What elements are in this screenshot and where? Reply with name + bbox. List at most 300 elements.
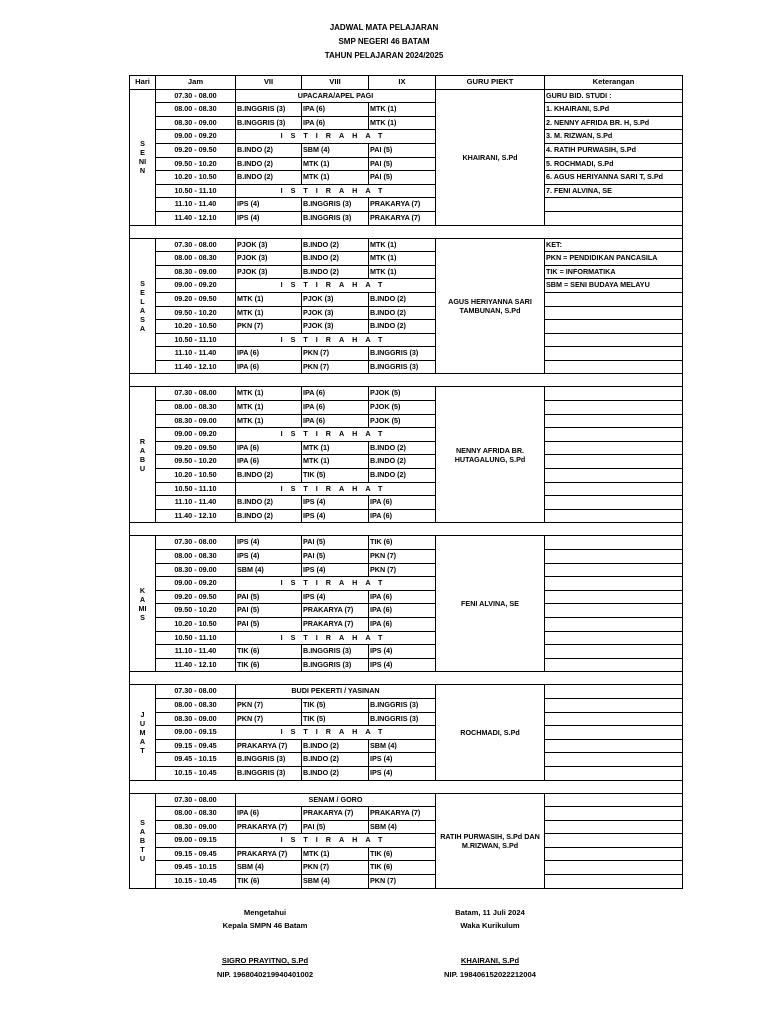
activity-cell: UPACARA/APEL PAGI xyxy=(236,89,436,103)
note-cell: 2. NENNY AFRIDA BR. H, S.Pd xyxy=(545,116,683,130)
subject-cell: SBM (4) xyxy=(236,861,302,875)
table-header-row xyxy=(130,76,683,90)
time-slot: 11.10 - 11.40 xyxy=(156,347,236,361)
table-row xyxy=(130,861,683,875)
day-name: KAMIS xyxy=(138,585,147,622)
table-row xyxy=(130,631,683,645)
note-cell: 6. AGUS HERIYANNA SARI T, S.Pd xyxy=(545,171,683,185)
subject-cell: TIK (6) xyxy=(369,847,436,861)
table-row xyxy=(130,130,683,144)
column-header: GURU PIEKT xyxy=(436,76,545,90)
table-row xyxy=(130,441,683,455)
time-slot: 10.50 - 11.10 xyxy=(156,631,236,645)
column-header: VIII xyxy=(302,76,369,90)
day-name: RABU xyxy=(139,436,146,473)
table-row xyxy=(130,238,683,252)
note-cell xyxy=(545,360,683,374)
subject-cell: B.INDO (2) xyxy=(369,292,436,306)
subject-cell: IPS (4) xyxy=(236,211,302,225)
break-cell: ISTIRAHAT xyxy=(236,631,436,645)
table-row xyxy=(130,143,683,157)
table-row xyxy=(130,496,683,510)
table-row xyxy=(130,171,683,185)
time-slot: 09.00 - 09.20 xyxy=(156,130,236,144)
subject-cell: TIK (6) xyxy=(236,658,302,672)
note-cell xyxy=(545,401,683,415)
break-cell: ISTIRAHAT xyxy=(236,130,436,144)
time-slot: 10.50 - 11.10 xyxy=(156,333,236,347)
subject-cell: IPA (6) xyxy=(236,807,302,821)
subject-cell: SBM (4) xyxy=(369,739,436,753)
subject-cell: PKN (7) xyxy=(369,875,436,889)
note-cell xyxy=(545,320,683,334)
table-row xyxy=(130,333,683,347)
subject-cell: SBM (4) xyxy=(302,875,369,889)
subject-cell: IPA (6) xyxy=(236,347,302,361)
subject-cell: PKN (7) xyxy=(302,861,369,875)
column-header: Hari xyxy=(130,76,156,90)
subject-cell: IPA (6) xyxy=(302,401,369,415)
subject-cell: MTK (1) xyxy=(369,252,436,266)
day-cell xyxy=(130,238,156,374)
subject-cell: PJOK (5) xyxy=(369,414,436,428)
table-row xyxy=(130,401,683,415)
table-row xyxy=(130,320,683,334)
note-cell xyxy=(545,550,683,564)
time-slot: 10.15 - 10.45 xyxy=(156,875,236,889)
subject-cell: PJOK (3) xyxy=(302,320,369,334)
subject-cell: PJOK (5) xyxy=(369,401,436,415)
table-row xyxy=(130,265,683,279)
table-row xyxy=(130,807,683,821)
subject-cell: B.INDO (2) xyxy=(302,265,369,279)
note-cell xyxy=(545,766,683,780)
subject-cell: MTK (1) xyxy=(302,157,369,171)
activity-cell: SENAM / GORO xyxy=(236,793,436,807)
schedule-table xyxy=(129,75,683,889)
table-row xyxy=(130,550,683,564)
table-row xyxy=(130,645,683,659)
table-row xyxy=(130,198,683,212)
subject-cell: SBM (4) xyxy=(302,143,369,157)
subject-cell: B.INGGRIS (3) xyxy=(236,116,302,130)
day-cell xyxy=(130,793,156,888)
subject-cell: B.INDO (2) xyxy=(302,753,369,767)
note-cell xyxy=(545,590,683,604)
subject-cell: PAI (5) xyxy=(302,820,369,834)
teacher-on-duty: FENI ALVINA, SE xyxy=(436,536,545,672)
note-cell: SBM = SENI BUDAYA MELAYU xyxy=(545,279,683,293)
subject-cell: PAI (5) xyxy=(369,171,436,185)
subject-cell: B.INDO (2) xyxy=(236,157,302,171)
time-slot: 09.00 - 09.15 xyxy=(156,726,236,740)
subject-cell: IPA (6) xyxy=(236,360,302,374)
subject-cell: IPA (6) xyxy=(369,509,436,523)
time-slot: 09.45 - 10.15 xyxy=(156,753,236,767)
note-cell xyxy=(545,198,683,212)
table-row xyxy=(130,698,683,712)
subject-cell: B.INDO (2) xyxy=(369,469,436,483)
time-slot: 08.30 - 09.00 xyxy=(156,563,236,577)
subject-cell: IPS (4) xyxy=(302,509,369,523)
signature-left xyxy=(190,908,340,930)
note-cell: 7. FENI ALVINA, SE xyxy=(545,184,683,198)
separator-cell xyxy=(130,225,683,238)
table-row xyxy=(130,685,683,699)
subject-cell: PRAKARYA (7) xyxy=(302,604,369,618)
subject-cell: PKN (7) xyxy=(236,712,302,726)
break-cell: ISTIRAHAT xyxy=(236,482,436,496)
note-cell xyxy=(545,645,683,659)
subject-cell: B.INDO (2) xyxy=(302,739,369,753)
note-cell: 5. ROCHMADI, S.Pd xyxy=(545,157,683,171)
table-row xyxy=(130,739,683,753)
subject-cell: IPS (4) xyxy=(236,198,302,212)
table-row xyxy=(130,604,683,618)
subject-cell: PKN (7) xyxy=(236,320,302,334)
subject-cell: IPA (6) xyxy=(302,116,369,130)
subject-cell: PRAKARYA (7) xyxy=(236,820,302,834)
time-slot: 10.20 - 10.50 xyxy=(156,469,236,483)
subject-cell: B.INDO (2) xyxy=(236,509,302,523)
subject-cell: PKN (7) xyxy=(369,563,436,577)
subject-cell: PJOK (3) xyxy=(236,265,302,279)
subject-cell: B.INGGRIS (3) xyxy=(302,198,369,212)
subject-cell: B.INGGRIS (3) xyxy=(302,211,369,225)
break-cell: ISTIRAHAT xyxy=(236,577,436,591)
subject-cell: IPS (4) xyxy=(236,536,302,550)
time-slot: 08.00 - 08.30 xyxy=(156,252,236,266)
subject-cell: IPS (4) xyxy=(369,645,436,659)
time-slot: 08.30 - 09.00 xyxy=(156,265,236,279)
time-slot: 09.45 - 10.15 xyxy=(156,861,236,875)
note-cell xyxy=(545,875,683,889)
day-name: JUMAT xyxy=(139,709,146,755)
column-header: IX xyxy=(369,76,436,90)
table-row xyxy=(130,793,683,807)
note-cell xyxy=(545,807,683,821)
time-slot: 09.15 - 09.45 xyxy=(156,847,236,861)
subject-cell: B.INDO (2) xyxy=(236,496,302,510)
subject-cell: PJOK (3) xyxy=(302,306,369,320)
time-slot: 07.30 - 08.00 xyxy=(156,536,236,550)
subject-cell: MTK (1) xyxy=(236,401,302,415)
separator-cell xyxy=(130,523,683,536)
subject-cell: PKN (7) xyxy=(302,360,369,374)
table-row xyxy=(130,157,683,171)
subject-cell: PRAKARYA (7) xyxy=(236,847,302,861)
subject-cell: TIK (5) xyxy=(302,469,369,483)
time-slot: 11.10 - 11.40 xyxy=(156,645,236,659)
note-cell xyxy=(545,387,683,401)
note-cell xyxy=(545,861,683,875)
separator-row xyxy=(130,780,683,793)
time-slot: 08.00 - 08.30 xyxy=(156,401,236,415)
subject-cell: TIK (6) xyxy=(369,536,436,550)
table-row xyxy=(130,577,683,591)
subject-cell: PKN (7) xyxy=(236,698,302,712)
subject-cell: IPA (6) xyxy=(302,387,369,401)
time-slot: 09.20 - 09.50 xyxy=(156,590,236,604)
note-cell xyxy=(545,441,683,455)
time-slot: 09.20 - 09.50 xyxy=(156,441,236,455)
table-row xyxy=(130,726,683,740)
note-cell xyxy=(545,469,683,483)
time-slot: 09.50 - 10.20 xyxy=(156,306,236,320)
title-line-1: JADWAL MATA PELAJARAN xyxy=(329,23,439,32)
column-header: VII xyxy=(236,76,302,90)
subject-cell: PAI (5) xyxy=(236,617,302,631)
day-cell xyxy=(130,536,156,672)
subject-cell: PAI (5) xyxy=(302,536,369,550)
subject-cell: B.INDO (2) xyxy=(369,306,436,320)
table-row xyxy=(130,414,683,428)
activity-cell: BUDI PEKERTI / YASINAN xyxy=(236,685,436,699)
time-slot: 09.50 - 10.20 xyxy=(156,157,236,171)
subject-cell: MTK (1) xyxy=(236,292,302,306)
separator-cell xyxy=(130,780,683,793)
title-line-3: TAHUN PELAJARAN 2024/2025 xyxy=(324,51,444,60)
time-slot: 10.20 - 10.50 xyxy=(156,320,236,334)
day-name: SENIN xyxy=(138,139,147,176)
table-row xyxy=(130,712,683,726)
note-cell xyxy=(545,739,683,753)
principal-name: SIGRO PRAYITNO, S.Pd xyxy=(221,956,309,965)
note-cell: KET: xyxy=(545,238,683,252)
subject-cell: TIK (6) xyxy=(369,861,436,875)
note-cell xyxy=(545,631,683,645)
time-slot: 08.00 - 08.30 xyxy=(156,698,236,712)
time-slot: 09.00 - 09.15 xyxy=(156,834,236,848)
time-slot: 07.30 - 08.00 xyxy=(156,685,236,699)
time-slot: 09.15 - 09.45 xyxy=(156,739,236,753)
subject-cell: PAI (5) xyxy=(302,550,369,564)
subject-cell: MTK (1) xyxy=(302,455,369,469)
table-row xyxy=(130,766,683,780)
column-header: Jam xyxy=(156,76,236,90)
subject-cell: B.INDO (2) xyxy=(302,252,369,266)
table-row xyxy=(130,834,683,848)
note-cell xyxy=(545,577,683,591)
subject-cell: TIK (6) xyxy=(236,875,302,889)
subject-cell: IPA (6) xyxy=(369,617,436,631)
subject-cell: B.INGGRIS (3) xyxy=(236,103,302,117)
table-row xyxy=(130,455,683,469)
table-row xyxy=(130,590,683,604)
subject-cell: PRAKARYA (7) xyxy=(236,739,302,753)
time-slot: 09.50 - 10.20 xyxy=(156,455,236,469)
subject-cell: MTK (1) xyxy=(302,847,369,861)
schedule-body xyxy=(130,89,683,888)
subject-cell: B.INDO (2) xyxy=(236,171,302,185)
day-name: SELASA xyxy=(139,279,146,333)
time-slot: 10.20 - 10.50 xyxy=(156,617,236,631)
time-slot: 11.40 - 12.10 xyxy=(156,509,236,523)
separator-cell xyxy=(130,374,683,387)
break-cell: ISTIRAHAT xyxy=(236,184,436,198)
time-slot: 08.30 - 09.00 xyxy=(156,712,236,726)
subject-cell: IPS (4) xyxy=(369,753,436,767)
time-slot: 07.30 - 08.00 xyxy=(156,387,236,401)
acknowledged-label: Mengetahui xyxy=(243,908,287,917)
table-row xyxy=(130,509,683,523)
subject-cell: IPS (4) xyxy=(369,766,436,780)
note-cell xyxy=(545,455,683,469)
subject-cell: SBM (4) xyxy=(369,820,436,834)
subject-cell: B.INDO (2) xyxy=(236,469,302,483)
table-row xyxy=(130,184,683,198)
subject-cell: MTK (1) xyxy=(302,171,369,185)
subject-cell: IPA (6) xyxy=(302,414,369,428)
time-slot: 07.30 - 08.00 xyxy=(156,89,236,103)
subject-cell: IPS (4) xyxy=(302,590,369,604)
break-cell: ISTIRAHAT xyxy=(236,279,436,293)
table-row xyxy=(130,306,683,320)
subject-cell: SBM (4) xyxy=(236,563,302,577)
subject-cell: IPS (4) xyxy=(369,658,436,672)
time-slot: 11.40 - 12.10 xyxy=(156,658,236,672)
subject-cell: PAI (5) xyxy=(369,157,436,171)
subject-cell: PAI (5) xyxy=(369,143,436,157)
note-cell: PKN = PENDIDIKAN PANCASILA xyxy=(545,252,683,266)
note-cell xyxy=(545,658,683,672)
note-cell xyxy=(545,685,683,699)
time-slot: 11.40 - 12.10 xyxy=(156,211,236,225)
subject-cell: B.INDO (2) xyxy=(369,320,436,334)
note-cell xyxy=(545,617,683,631)
time-slot: 09.50 - 10.20 xyxy=(156,604,236,618)
subject-cell: B.INGGRIS (3) xyxy=(369,360,436,374)
time-slot: 08.00 - 08.30 xyxy=(156,103,236,117)
subject-cell: B.INGGRIS (3) xyxy=(236,753,302,767)
time-slot: 11.40 - 12.10 xyxy=(156,360,236,374)
time-slot: 08.00 - 08.30 xyxy=(156,807,236,821)
note-cell xyxy=(545,211,683,225)
subject-cell: MTK (1) xyxy=(369,116,436,130)
time-slot: 10.50 - 11.10 xyxy=(156,482,236,496)
note-cell: 3. M. RIZWAN, S.Pd xyxy=(545,130,683,144)
day-cell xyxy=(130,89,156,225)
subject-cell: IPA (6) xyxy=(236,441,302,455)
separator-row xyxy=(130,523,683,536)
teacher-on-duty: RATIH PURWASIH, S.Pd DAN M.RIZWAN, S.Pd xyxy=(436,793,545,888)
subject-cell: B.INDO (2) xyxy=(302,238,369,252)
vice-curriculum-nip: NIP. 198406152022212004 xyxy=(444,970,536,979)
table-row xyxy=(130,103,683,117)
time-slot: 10.50 - 11.10 xyxy=(156,184,236,198)
table-row xyxy=(130,617,683,631)
note-cell xyxy=(545,496,683,510)
table-row xyxy=(130,875,683,889)
note-cell xyxy=(545,834,683,848)
table-row xyxy=(130,428,683,442)
principal-nip: NIP. 196804021994040​1002 xyxy=(216,970,314,979)
signature-left-name xyxy=(190,956,340,979)
time-slot: 09.00 - 09.20 xyxy=(156,428,236,442)
date-place: Batam, 11 Juli 2024 xyxy=(455,908,525,917)
subject-cell: MTK (1) xyxy=(369,238,436,252)
time-slot: 08.00 - 08.30 xyxy=(156,550,236,564)
subject-cell: B.INDO (2) xyxy=(236,143,302,157)
principal-title: Kepala SMPN 46 Batam xyxy=(222,921,308,930)
time-slot: 11.10 - 11.40 xyxy=(156,198,236,212)
subject-cell: TIK (5) xyxy=(302,698,369,712)
vice-curriculum-name: KHAIRANI, S.Pd xyxy=(460,956,520,965)
day-cell xyxy=(130,387,156,523)
note-cell xyxy=(545,793,683,807)
table-row xyxy=(130,847,683,861)
note-cell xyxy=(545,753,683,767)
table-row xyxy=(130,753,683,767)
separator-cell xyxy=(130,672,683,685)
subject-cell: IPA (6) xyxy=(302,103,369,117)
subject-cell: PJOK (3) xyxy=(236,238,302,252)
subject-cell: PKN (7) xyxy=(302,347,369,361)
note-cell xyxy=(545,306,683,320)
note-cell xyxy=(545,536,683,550)
separator-row xyxy=(130,374,683,387)
subject-cell: B.INGGRIS (3) xyxy=(236,766,302,780)
table-row xyxy=(130,252,683,266)
break-cell: ISTIRAHAT xyxy=(236,333,436,347)
subject-cell: PRAKARYA (7) xyxy=(369,198,436,212)
day-name: SABTU xyxy=(139,818,146,864)
subject-cell: PRAKARYA (7) xyxy=(302,807,369,821)
note-cell xyxy=(545,428,683,442)
note-cell xyxy=(545,563,683,577)
day-cell xyxy=(130,685,156,780)
note-cell xyxy=(545,292,683,306)
subject-cell: IPA (6) xyxy=(236,455,302,469)
subject-cell: IPA (6) xyxy=(369,590,436,604)
subject-cell: PKN (7) xyxy=(369,550,436,564)
break-cell: ISTIRAHAT xyxy=(236,726,436,740)
time-slot: 07.30 - 08.00 xyxy=(156,238,236,252)
table-row xyxy=(130,658,683,672)
subject-cell: B.INGGRIS (3) xyxy=(369,347,436,361)
signature-right xyxy=(415,908,565,930)
subject-cell: IPA (6) xyxy=(369,604,436,618)
subject-cell: MTK (1) xyxy=(236,414,302,428)
time-slot: 09.20 - 09.50 xyxy=(156,143,236,157)
note-cell xyxy=(545,482,683,496)
table-row xyxy=(130,211,683,225)
note-cell: 4. RATIH PURWASIH, S.Pd xyxy=(545,143,683,157)
signature-right-name xyxy=(415,956,565,979)
note-cell xyxy=(545,414,683,428)
table-row xyxy=(130,360,683,374)
subject-cell: PRAKARYA (7) xyxy=(369,807,436,821)
title-line-2: SMP NEGERI 46 BATAM xyxy=(338,37,430,46)
subject-cell: B.INDO (2) xyxy=(369,441,436,455)
note-cell: GURU BID. STUDI : xyxy=(545,89,683,103)
table-row xyxy=(130,347,683,361)
note-cell xyxy=(545,712,683,726)
note-cell xyxy=(545,604,683,618)
vice-curriculum-title: Waka Kurikulum xyxy=(460,921,520,930)
break-cell: ISTIRAHAT xyxy=(236,834,436,848)
subject-cell: IPS (4) xyxy=(302,563,369,577)
subject-cell: B.INDO (2) xyxy=(302,766,369,780)
subject-cell: MTK (1) xyxy=(236,387,302,401)
subject-cell: TIK (6) xyxy=(236,645,302,659)
time-slot: 07.30 - 08.00 xyxy=(156,793,236,807)
subject-cell: IPS (4) xyxy=(236,550,302,564)
subject-cell: IPA (6) xyxy=(369,496,436,510)
subject-cell: B.INGGRIS (3) xyxy=(302,658,369,672)
column-header: Keterangan xyxy=(545,76,683,90)
teacher-on-duty: KHAIRANI, S.Pd xyxy=(436,89,545,225)
